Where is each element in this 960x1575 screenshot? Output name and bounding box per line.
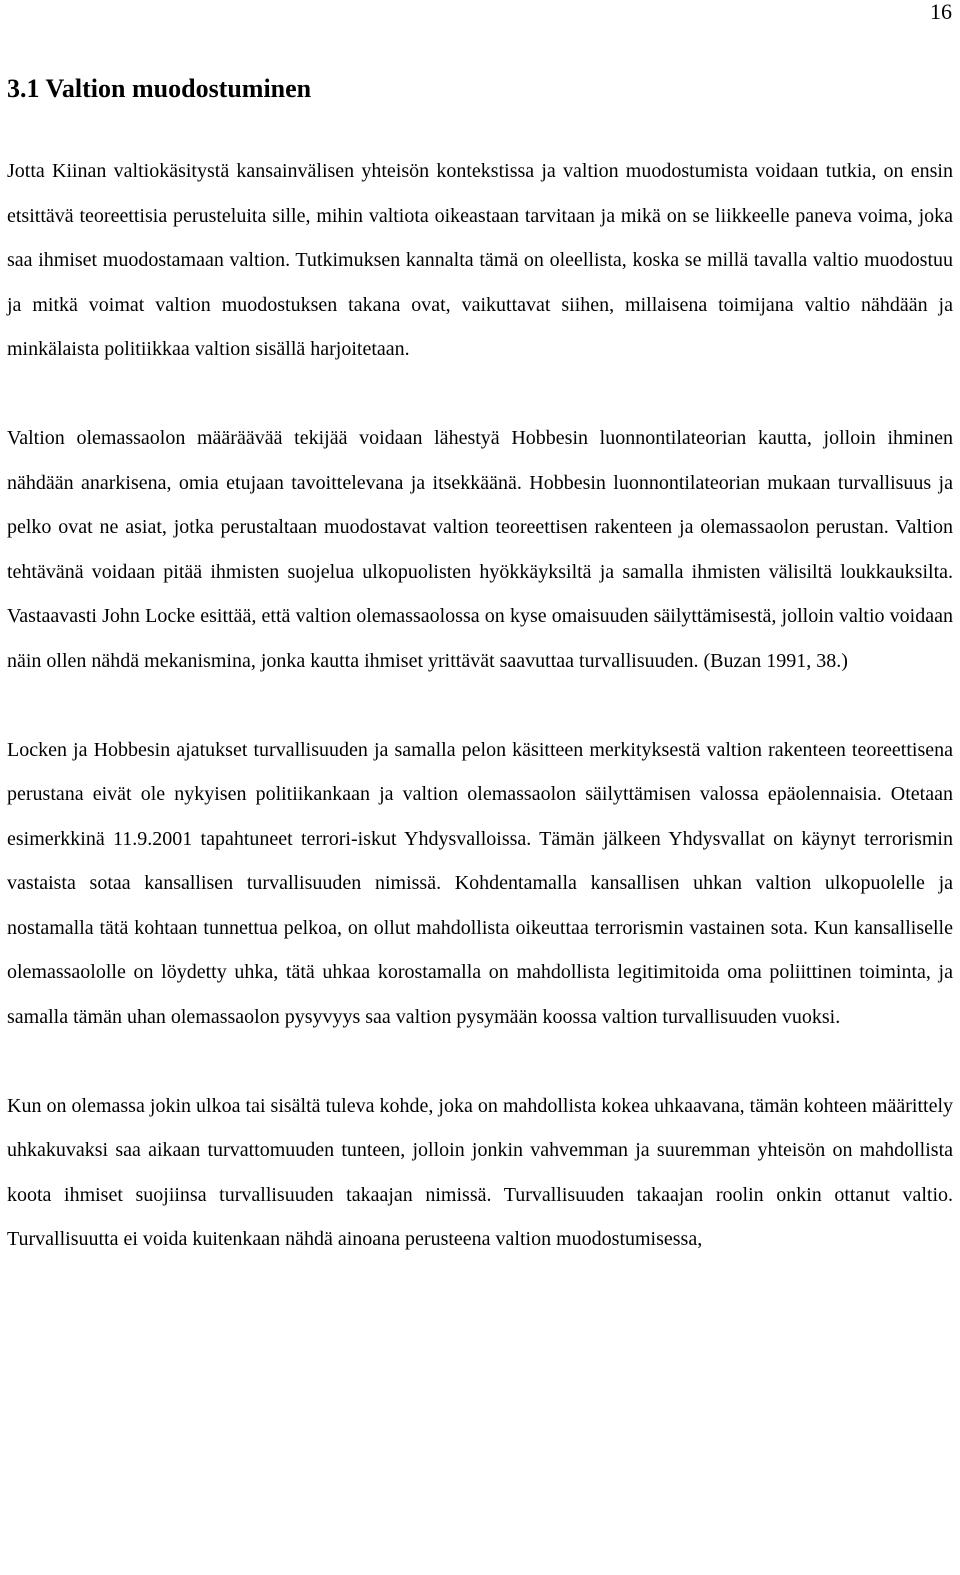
paragraph: Locken ja Hobbesin ajatukset turvallisuuden ja samalla pelon käsitteen merkityksestä valtion rakenteen teoreettisena perustana eivät ole nykyisen politiikankaan ja valtion olemassaolon säilyttämisen valossa epäolennaisia. Otetaan esimerkkinä 11.9.2001 tapahtuneet terrori-iskut Yhdysvalloissa. Tämän jälkeen Yhdysvallat on käynyt terrorismin vastaista sotaa kansallisen turvallisuuden nimissä. Kohdentamalla kansallisen uhkan valtion ulkopuolelle ja nostamalla tätä kohtaan tunnettua pelkoa, on ollut mahdollista oikeuttaa terrorismin vastainen sota. Kun kansalliselle olemassaololle on löydetty uhka, tätä uhkaa korostamalla on mahdollista legitimitoida oma poliittinen toiminta, ja samalla tämän uhan olemassaolon pysyvyys saa valtion pysymään koossa valtion turvallisuuden vuoksi. [7,738,953,1028]
body-text [7,149,953,1306]
page-number: 16 [930,0,952,24]
section-heading: 3.1 Valtion muodostuminen [7,74,312,103]
paragraph: Jotta Kiinan valtiokäsitystä kansainvälisen yhteisön kontekstissa ja valtion muodostumista voidaan tutkia, on ensin etsittävä teoreettisia perusteluita sille, mihin valtiota oikeastaan tarvitaan ja mikä on se liikkeelle paneva voima, joka saa ihmiset muodostamaan valtion. Tutkimuksen kannalta tämä on oleellista, koska se millä tavalla valtio muodostuu ja mitkä voimat valtion muodostuksen takana ovat, vaikuttavat siihen, millaisena toimijana valtio nähdään ja minkälaista politiikkaa valtion sisällä harjoitetaan. [7,160,953,360]
paragraph: Kun on olemassa jokin ulkoa tai sisältä tuleva kohde, joka on mahdollista kokea uhkaavana, tämän kohteen määrittely uhkakuvaksi saa aikaan turvattomuuden tunteen, jolloin jonkin vahvemman ja suuremman yhteisön on mahdollista koota ihmiset suojiinsa turvallisuuden takaajan nimissä. Turvallisuuden takaajan roolin onkin ottanut valtio. Turvallisuutta ei voida kuitenkaan nähdä ainoana perusteena valtion muodostumisessa, [7,1094,953,1250]
paragraph: Valtion olemassaolon määräävää tekijää voidaan lähestyä Hobbesin luonnontilateorian kautta, jolloin ihminen nähdään anarkisena, omia etujaan tavoittelevana ja itsekkäänä. Hobbesin luonnontilateorian mukaan turvallisuus ja pelko ovat ne asiat, jotka perustaltaan muodostavat valtion teoreettisen rakenteen ja olemassaolon perustan. Valtion tehtävänä voidaan pitää ihmisten suojelua ulkopuolisten hyökkäyksiltä ja samalla ihmisten välisiltä loukkauksilta. Vastaavasti John Locke esittää, että valtion olemassaolossa on kyse omaisuuden säilyttämisestä, jolloin valtio voidaan näin ollen nähdä mekanismina, jonka kautta ihmiset yrittävät saavuttaa turvallisuuden. (Buzan 1991, 38.) [7,427,953,672]
